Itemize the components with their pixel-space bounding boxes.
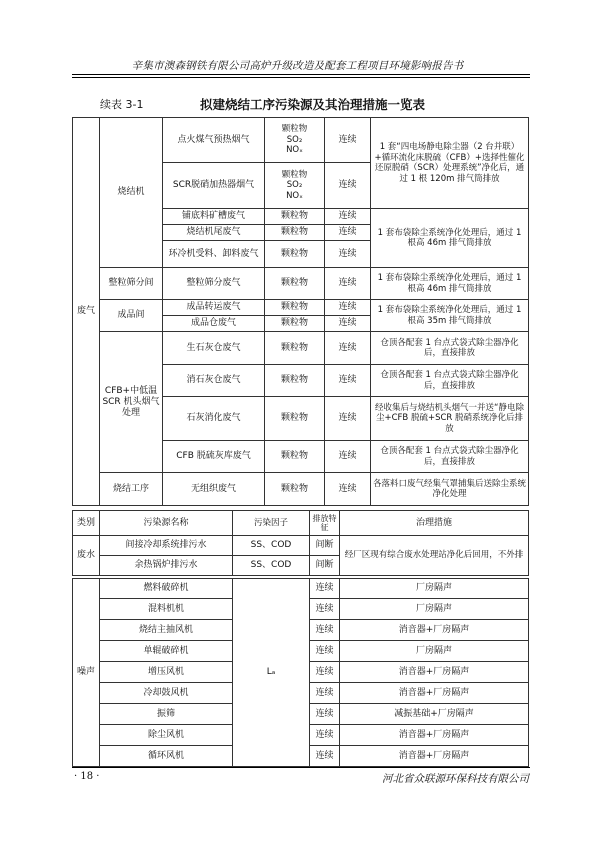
table-row <box>73 579 529 599</box>
mode-cell: 连续 <box>325 332 371 365</box>
mode-cell: 连续 <box>310 725 340 746</box>
mode-cell: 连续 <box>325 473 371 506</box>
source-cell: 余热锅炉排污水 <box>100 556 233 576</box>
noise-category-cell: 噪声 <box>73 579 100 767</box>
measure-cell: 1 套“四电场静电除尘器（2 台并联）+循环流化床脱硫（CFB）+选择性催化还原脱硝（SCR）处理系统”净化后，通过 1 根 120m 排气筒排放 <box>371 118 529 209</box>
pollutant-cell: 颗粒物 <box>265 241 325 268</box>
mode-cell: 连续 <box>325 397 371 441</box>
header-source: 污染源名称 <box>100 511 233 536</box>
source-cell: 整粒筛分废气 <box>163 268 265 300</box>
source-cell: 成品仓废气 <box>163 316 265 332</box>
measure-cell: 仓顶各配套 1 台点式袋式除尘器净化后，直接排放 <box>371 365 529 397</box>
mode-cell: 连续 <box>310 599 340 620</box>
pollutant-cell <box>265 118 325 163</box>
measure-cell: 仓顶各配套 1 台点式袋式除尘器净化后，直接排放 <box>371 441 529 473</box>
wastewater-table <box>72 510 529 576</box>
source-cell: 铺底料矿槽废气 <box>163 209 265 225</box>
header-category: 类别 <box>73 511 100 536</box>
measure-cell: 各落料口废气经集气罩捕集后送除尘系统净化处理 <box>371 473 529 506</box>
source-cell: 点火煤气预热烟气 <box>163 118 265 163</box>
measure-cell: 1 套布袋除尘系统净化处理后，通过 1 根高 46m 排气筒排放 <box>371 209 529 268</box>
measure-cell: 厂房隔声 <box>340 599 529 620</box>
pollutant-line: 颗粒物 <box>281 169 308 180</box>
source-cell: CFB 脱硫灰库废气 <box>163 441 265 473</box>
mode-cell: 连续 <box>325 300 371 316</box>
mode-cell: 间断 <box>310 556 340 576</box>
mode-cell: 连续 <box>310 704 340 725</box>
source-cell: 成品转运废气 <box>163 300 265 316</box>
measure-cell: 减振基础+厂房隔声 <box>340 704 529 725</box>
group-cell: 烧结工序 <box>100 473 163 506</box>
header-rule <box>72 74 530 78</box>
source-cell: 冷却鼓风机 <box>100 683 233 704</box>
table-caption <box>0 96 595 112</box>
source-cell: 增压风机 <box>100 662 233 683</box>
factor-cell: SS、COD <box>233 536 310 556</box>
measure-cell: 仓顶各配套 1 台点式袋式除尘器净化后，直接排放 <box>371 332 529 365</box>
mode-cell: 连续 <box>310 579 340 599</box>
measure-cell: 厂房隔声 <box>340 641 529 662</box>
source-cell: 消石灰仓废气 <box>163 365 265 397</box>
table-row <box>73 473 529 506</box>
group-cell: 烧结机 <box>100 118 163 268</box>
group-cell: 成品间 <box>100 300 163 332</box>
mode-cell: 连续 <box>310 620 340 641</box>
water-category-cell: 废水 <box>73 536 100 576</box>
header-factor: 污染因子 <box>233 511 310 536</box>
pollutant-line: SO₂ <box>286 134 303 145</box>
table-caption-title: 拟建烧结工序污染源及其治理措施一览表 <box>199 97 425 112</box>
mode-cell: 连续 <box>325 225 371 241</box>
measure-cell: 经收集后与烧结机头烟气一并送“静电除尘+CFB 脱硫+SCR 脱硝系统净化后排放 <box>371 397 529 441</box>
mode-cell: 连续 <box>325 163 371 209</box>
pollutant-cell <box>265 163 325 209</box>
mode-cell: 连续 <box>310 746 340 767</box>
table-row <box>73 536 529 556</box>
measure-cell: 厂房隔声 <box>340 579 529 599</box>
source-cell: 循环风机 <box>100 746 233 767</box>
header-mode: 排放特征 <box>310 511 340 536</box>
factor-cell: SS、COD <box>233 556 310 576</box>
footer-rule <box>72 767 530 768</box>
source-cell: 烧结机尾废气 <box>163 225 265 241</box>
mode-cell: 连续 <box>325 268 371 300</box>
page-number: · 18 · <box>74 771 100 782</box>
mode-cell: 连续 <box>310 641 340 662</box>
pollutant-cell: 颗粒物 <box>265 332 325 365</box>
source-cell: 单辊破碎机 <box>100 641 233 662</box>
mode-cell: 连续 <box>325 118 371 163</box>
group-cell: 整粒筛分间 <box>100 268 163 300</box>
mode-cell: 连续 <box>310 683 340 704</box>
source-cell: 混料机机 <box>100 599 233 620</box>
mode-cell: 连续 <box>325 365 371 397</box>
pollutant-cell: 颗粒物 <box>265 316 325 332</box>
pollutant-cell: 颗粒物 <box>265 397 325 441</box>
measure-cell: 消音器+厂房隔声 <box>340 746 529 767</box>
mode-cell: 连续 <box>325 241 371 268</box>
header-measure: 治理措施 <box>340 511 529 536</box>
table-row <box>73 300 529 316</box>
source-cell: 燃料破碎机 <box>100 579 233 599</box>
footer-company: 河北省众联源环保科技有限公司 <box>382 773 529 785</box>
measure-cell: 消音器+厂房隔声 <box>340 662 529 683</box>
source-cell: 石灰消化废气 <box>163 397 265 441</box>
measure-cell: 经厂区现有综合废水处理站净化后回用，不外排 <box>340 536 529 576</box>
table-row <box>73 268 529 300</box>
measure-cell: 消音器+厂房隔声 <box>340 620 529 641</box>
source-cell: 间接冷却系统排污水 <box>100 536 233 556</box>
source-cell: 环冷机受料、卸料废气 <box>163 241 265 268</box>
group-cell: CFB+中低温 SCR 机头烟气处理 <box>100 332 163 473</box>
pollutant-cell: 颗粒物 <box>265 268 325 300</box>
mode-cell: 连续 <box>325 316 371 332</box>
pollutant-line: 颗粒物 <box>281 124 308 135</box>
source-cell: 烧结主抽风机 <box>100 620 233 641</box>
mode-cell: 连续 <box>325 441 371 473</box>
measure-cell: 1 套布袋除尘系统净化处理后，通过 1 根高 46m 排气筒排放 <box>371 268 529 300</box>
source-cell: 除尘风机 <box>100 725 233 746</box>
measure-cell: 1 套布袋除尘系统净化处理后，通过 1 根高 35m 排气筒排放 <box>371 300 529 332</box>
noise-table <box>72 578 529 767</box>
pollutant-cell: 颗粒物 <box>265 473 325 506</box>
pollutant-cell: 颗粒物 <box>265 225 325 241</box>
pollutant-cell: 颗粒物 <box>265 365 325 397</box>
pollutant-line: SO₂ <box>286 180 303 191</box>
mode-cell: 连续 <box>325 209 371 225</box>
mode-cell: 间断 <box>310 536 340 556</box>
pollutant-line: NOₓ <box>286 190 303 201</box>
pollutant-line: NOₓ <box>286 145 303 156</box>
table-caption-label: 续表 3-1 <box>100 98 144 111</box>
source-cell: SCR脱硝加热器烟气 <box>163 163 265 209</box>
mode-cell: 连续 <box>310 662 340 683</box>
measure-cell: 消音器+厂房隔声 <box>340 725 529 746</box>
measure-cell: 消音器+厂房隔声 <box>340 683 529 704</box>
source-cell: 无组织废气 <box>163 473 265 506</box>
table-row <box>73 118 529 163</box>
air-category-cell: 废气 <box>73 118 100 506</box>
report-header-title: 辛集市澳森钢铁有限公司高炉升级改造及配套工程项目环境影响报告书 <box>131 60 464 72</box>
pollutant-cell: 颗粒物 <box>265 300 325 316</box>
source-cell: 生石灰仓废气 <box>163 332 265 365</box>
air-emissions-table <box>72 117 529 506</box>
table-row <box>73 332 529 365</box>
source-cell: 振筛 <box>100 704 233 725</box>
table-header-row <box>73 511 529 536</box>
pollutant-cell: 颗粒物 <box>265 441 325 473</box>
factor-cell: Lₐ <box>233 579 310 767</box>
pollutant-cell: 颗粒物 <box>265 209 325 225</box>
